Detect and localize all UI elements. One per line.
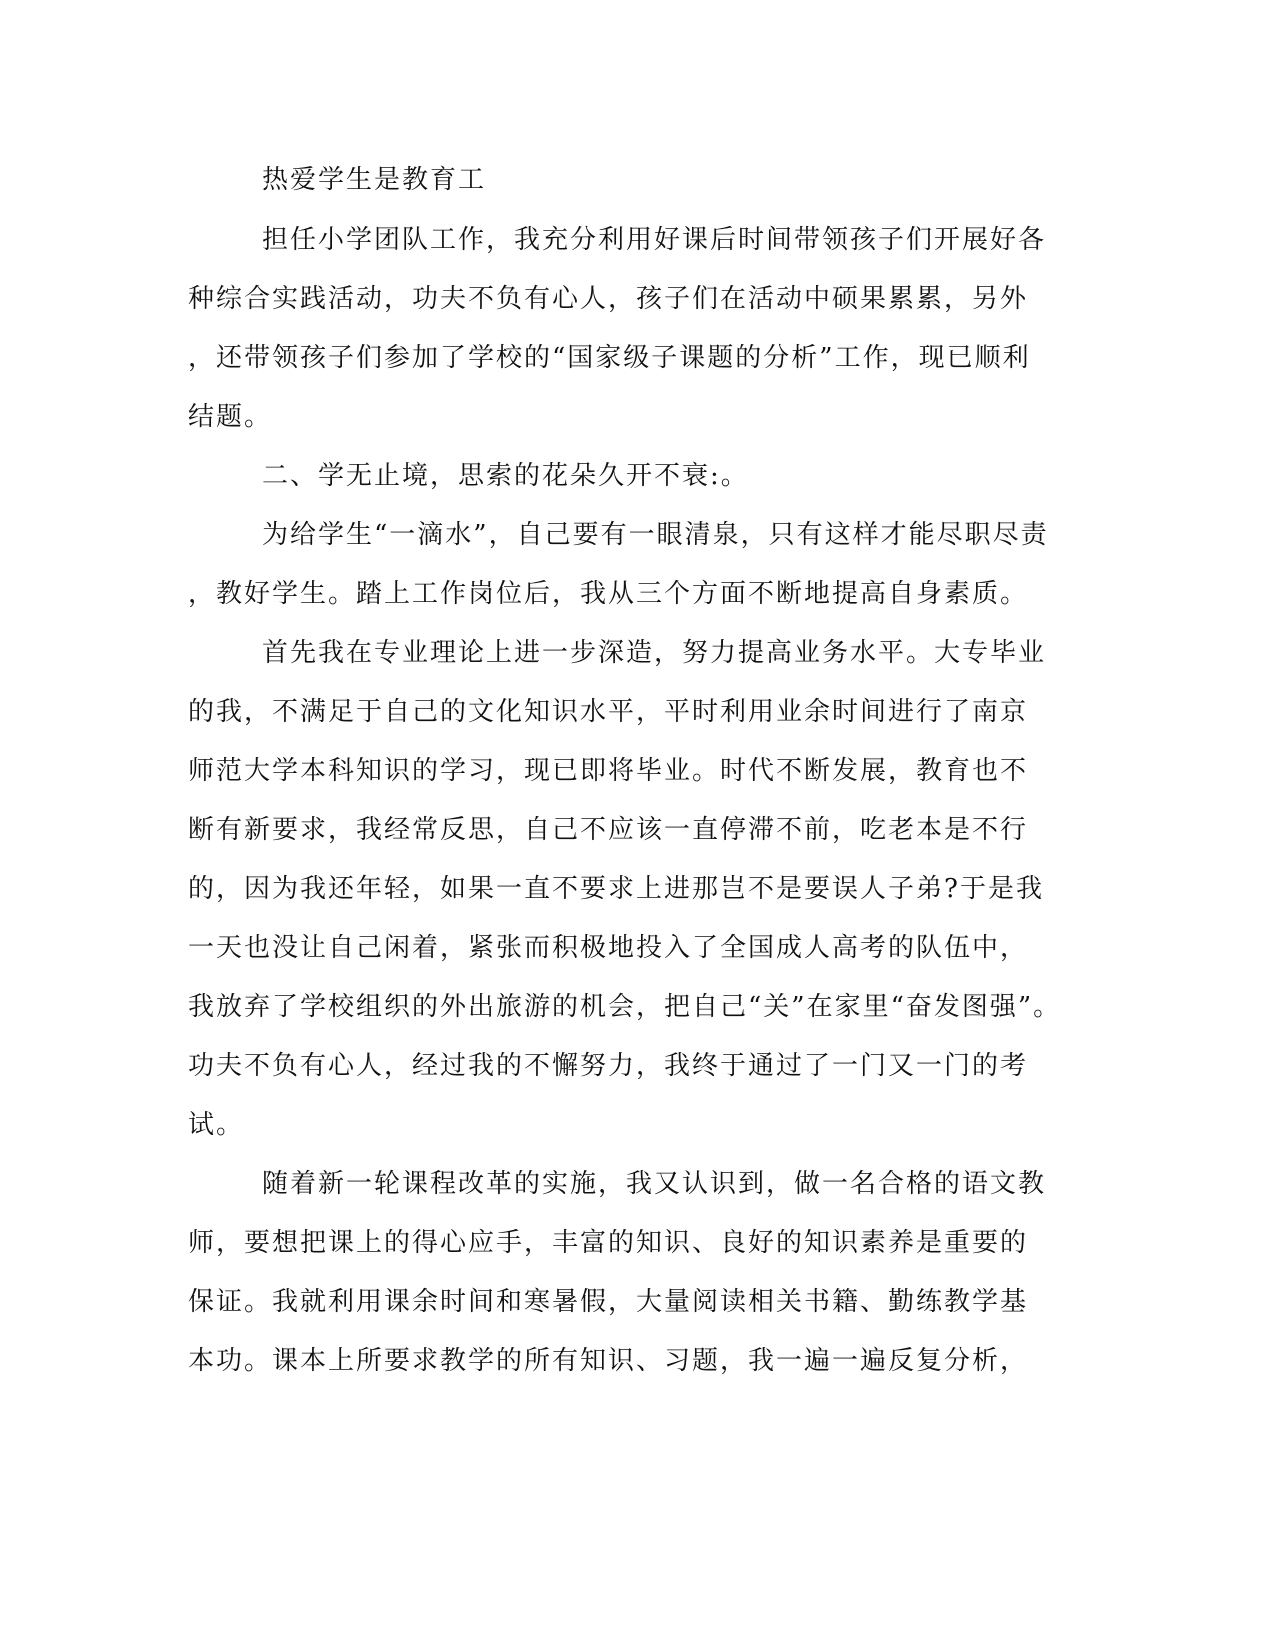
text-line: 我放弃了学校组织的外出旅游的机会，把自己“关”在家里“奋发图强”。 bbox=[188, 992, 1062, 1022]
section-heading-line: 二、学无止境，思索的花朵久开不衰:。 bbox=[262, 461, 749, 491]
text-line: 种综合实践活动，功夫不负有心人，孩子们在活动中硕果累累，另外 bbox=[188, 284, 1029, 314]
text-line: 首先我在专业理论上进一步深造，努力提高业务水平。大专毕业 bbox=[262, 638, 1047, 668]
text-line: 功夫不负有心人，经过我的不懈努力，我终于通过了一门又一门的考 bbox=[188, 1051, 1029, 1081]
text-line: ，教好学生。踏上工作岗位后，我从三个方面不断地提高自身素质。 bbox=[188, 579, 1029, 609]
text-line: 师范大学本科知识的学习，现已即将毕业。时代不断发展，教育也不 bbox=[188, 756, 1029, 786]
text-line: 保证。我就利用课余时间和寒暑假，大量阅读相关书籍、勤练教学基 bbox=[188, 1287, 1029, 1317]
text-line: 一天也没让自己闲着，紧张而积极地投入了全国成人高考的队伍中， bbox=[188, 933, 1029, 963]
text-line: 的，因为我还年轻，如果一直不要求上进那岂不是要误人子弟?于是我 bbox=[188, 874, 1044, 904]
text-line: 本功。课本上所要求教学的所有知识、习题，我一遍一遍反复分析， bbox=[188, 1346, 1029, 1376]
text-line: 为给学生“一滴水”，自己要有一眼清泉，只有这样才能尽职尽责 bbox=[262, 520, 1049, 550]
text-line: 师，要想把课上的得心应手，丰富的知识、良好的知识素养是重要的 bbox=[188, 1228, 1029, 1258]
text-line: 断有新要求，我经常反思，自己不应该一直停滞不前，吃老本是不行 bbox=[188, 815, 1029, 845]
text-line: 结题。 bbox=[188, 402, 273, 432]
paragraph-heading-line: 热爱学生是教育工 bbox=[262, 165, 487, 195]
text-line: 试。 bbox=[188, 1110, 245, 1140]
text-line: ，还带领孩子们参加了学校的“国家级子课题的分析”工作，现已顺利 bbox=[188, 343, 1031, 373]
text-line: 担任小学团队工作，我充分利用好课后时间带领孩子们开展好各 bbox=[262, 225, 1047, 255]
text-line: 的我，不满足于自己的文化知识水平，平时利用业余时间进行了南京 bbox=[188, 697, 1029, 727]
text-line: 随着新一轮课程改革的实施，我又认识到，做一名合格的语文教 bbox=[262, 1169, 1047, 1199]
